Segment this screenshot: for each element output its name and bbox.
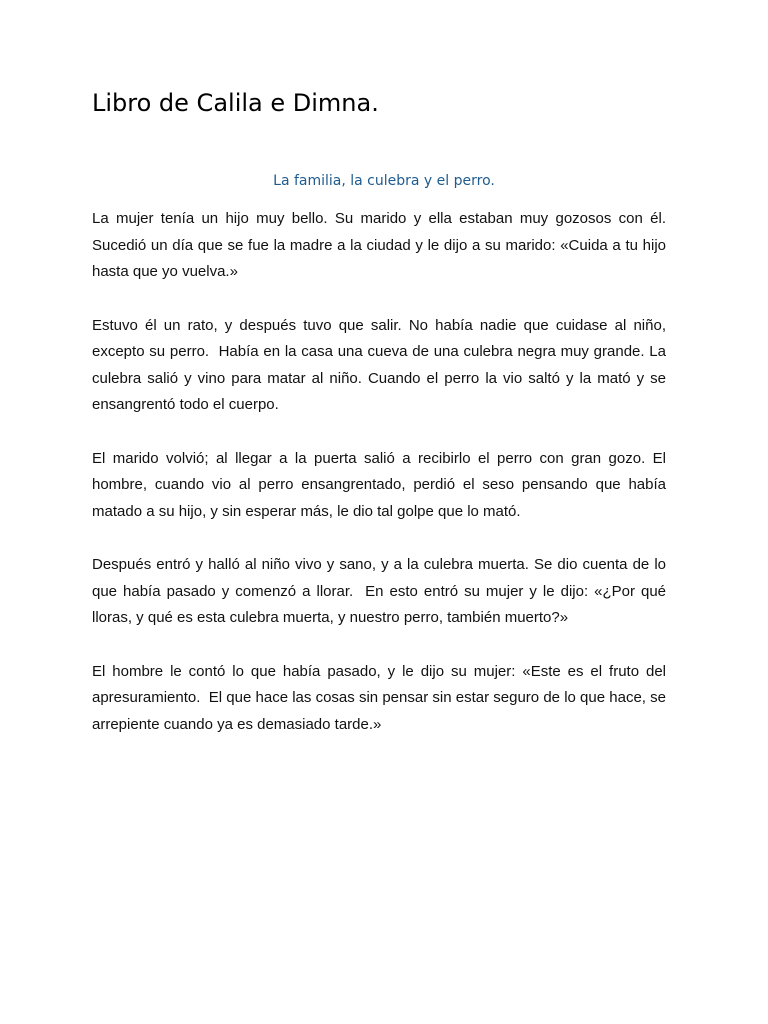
paragraph-3: El marido volvió; al llegar a la puerta salió a recibirlo el perro con gran gozo. El hombre, cuando vio al perro ensangrentado, perdió el seso pensando que había matado a su hijo, y sin esperar más, le dio tal golpe que lo mató.	[92, 449, 671, 520]
paragraph-1: La mujer tenía un hijo muy bello. Su marido y ella estaban muy gozosos con él. Sucedió un día que se fue la madre a la ciudad y le dijo a su marido: «Cuida a tu hijo hasta que yo vuelva.»	[92, 210, 671, 280]
document-body	[92, 206, 671, 765]
document-subtitle: La familia, la culebra y el perro.	[273, 173, 495, 189]
paragraph-4: Después entró y halló al niño vivo y sano, y a la culebra muerta. Se dio cuenta de lo que había pasado y comenzó a llorar. En esto entró su mujer y le dijo: «¿Por qué lloras, y qué es esta culebra muerta, y nuestro perro, también muerto?»	[92, 556, 671, 626]
paragraph-5: El hombre le contó lo que había pasado, y le dijo su mujer: «Este es el fruto del apresuramiento. El que hace las cosas sin pensar sin estar seguro de lo que hace, se arrepiente cuando ya es demasiado tarde.»	[92, 662, 671, 733]
document-title: Libro de Calila e Dimna.	[92, 89, 379, 117]
paragraph-2: Estuvo él un rato, y después tuvo que salir. No había nadie que cuidase al niño, excepto su perro. Había en la casa una cueva de una culebra negra muy grande. La culebra salió y vino para matar al niño. Cuando el perro la vio saltó y la mató y se ensangrentó todo el cuerpo.	[92, 316, 671, 413]
